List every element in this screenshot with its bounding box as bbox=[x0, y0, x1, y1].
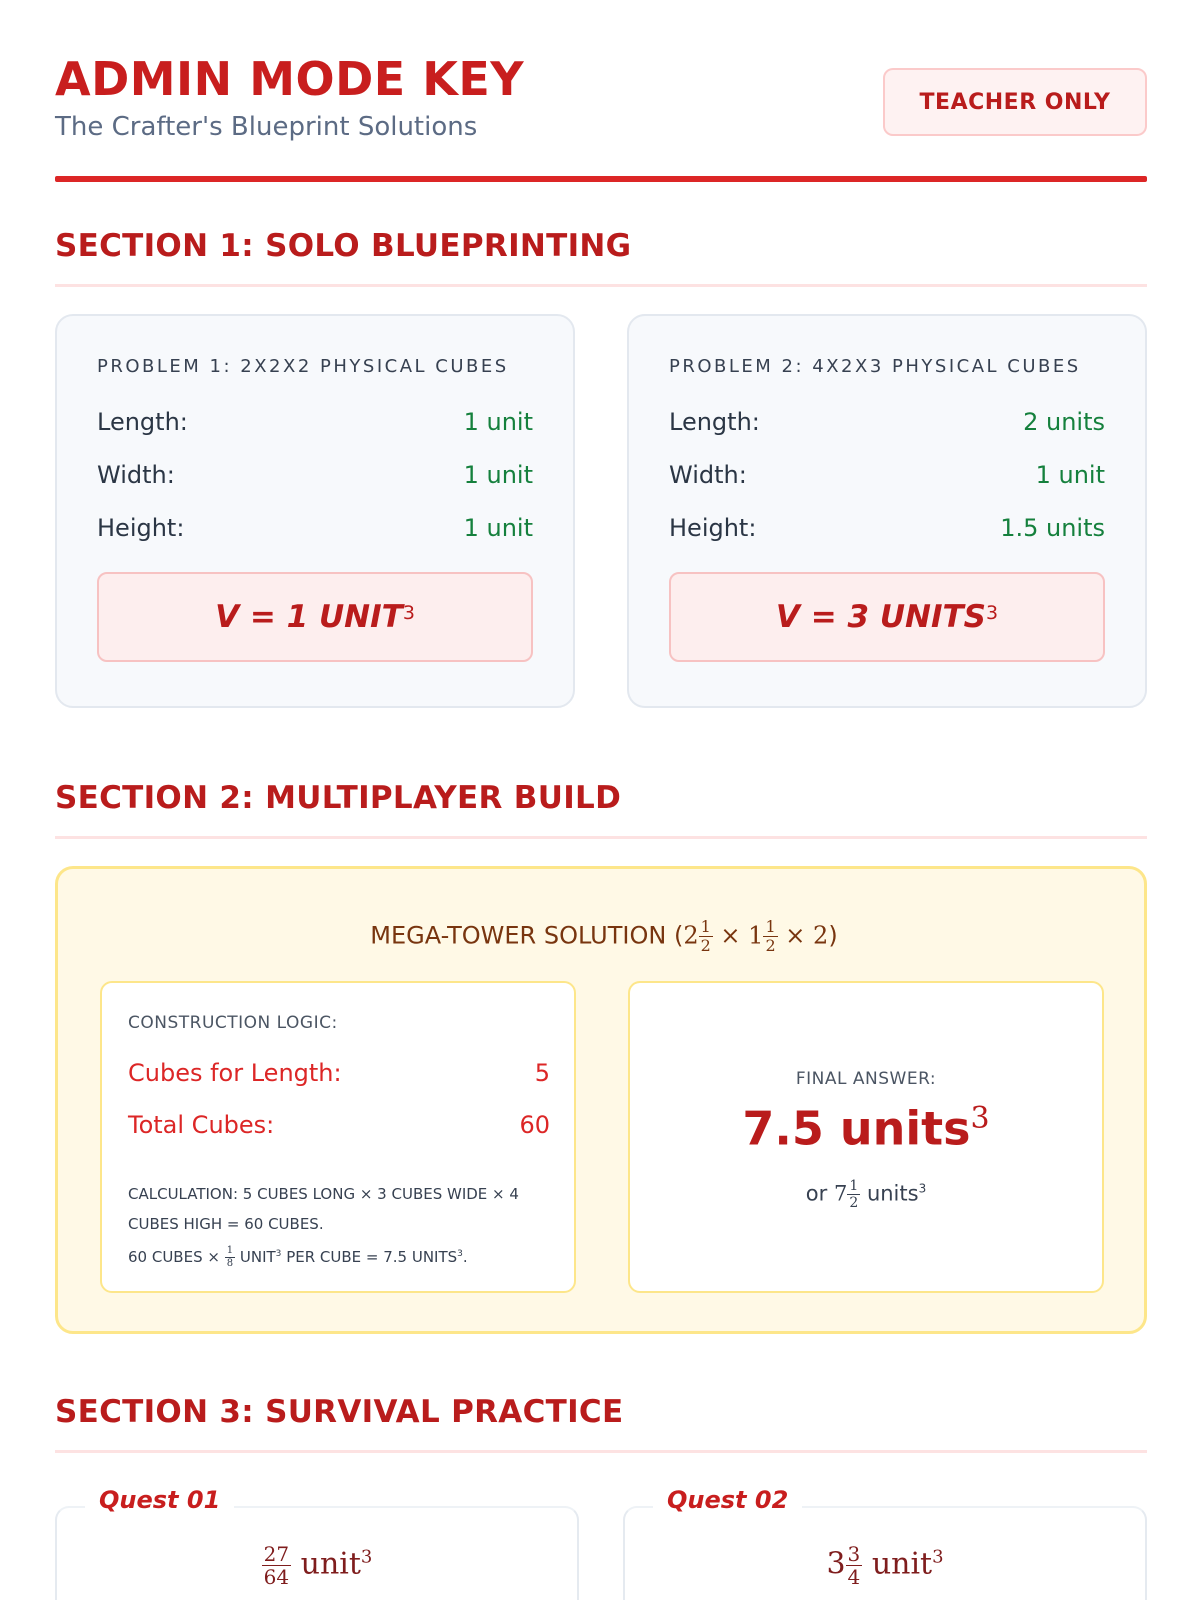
quest-numerator: 27 bbox=[263, 1542, 290, 1566]
dim-b-denominator: 2 bbox=[765, 936, 776, 955]
quest-answer bbox=[625, 1544, 1145, 1587]
final-answer-value bbox=[630, 1101, 1102, 1155]
quest-unit: unit bbox=[300, 1546, 361, 1582]
calc-unit-exponent: 3 bbox=[275, 1249, 282, 1259]
volume-text: V = 1 UNIT bbox=[215, 599, 403, 635]
volume-answer bbox=[669, 572, 1105, 662]
height-value: 1 unit bbox=[463, 514, 533, 542]
volume-exponent: 3 bbox=[985, 602, 999, 624]
length-label: Length: bbox=[97, 408, 188, 436]
width-value: 1 unit bbox=[463, 461, 533, 489]
height-row bbox=[97, 514, 533, 550]
volume-answer bbox=[97, 572, 533, 662]
calc-unit: UNIT bbox=[239, 1248, 276, 1266]
teacher-only-badge: TEACHER ONLY bbox=[883, 68, 1147, 136]
alt-fraction bbox=[847, 1179, 860, 1210]
section-2-divider bbox=[55, 836, 1147, 839]
quest-fraction bbox=[846, 1544, 863, 1587]
quest-01-card bbox=[55, 1486, 579, 1600]
problem-2-card bbox=[627, 314, 1147, 708]
alt-unit: units bbox=[866, 1181, 919, 1206]
quest-label: Quest 01 bbox=[85, 1486, 234, 1514]
dim-b-whole: 1 bbox=[748, 921, 764, 950]
alt-exponent: 3 bbox=[918, 1181, 927, 1196]
calculation-text bbox=[128, 1179, 558, 1272]
height-value: 1.5 units bbox=[1000, 514, 1105, 542]
width-label: Width: bbox=[669, 461, 747, 489]
volume-exponent: 3 bbox=[402, 602, 415, 624]
calc-denominator: 8 bbox=[226, 1258, 234, 1269]
quest-02-card bbox=[623, 1486, 1147, 1600]
times-sign: × bbox=[785, 921, 806, 950]
height-row bbox=[669, 514, 1105, 550]
problem-1-card bbox=[55, 314, 575, 708]
section-2-heading-block bbox=[55, 780, 1147, 816]
section-1-heading-block bbox=[55, 228, 1147, 264]
length-value: 1 unit bbox=[463, 408, 533, 436]
section-1-heading: SECTION 1: SOLO BLUEPRINTING bbox=[55, 228, 632, 264]
quest-answer bbox=[57, 1544, 577, 1587]
alt-numerator: 1 bbox=[849, 1178, 859, 1194]
width-value: 1 unit bbox=[1035, 461, 1105, 489]
calc-numerator: 1 bbox=[226, 1245, 234, 1256]
section-2-heading: SECTION 2: MULTIPLAYER BUILD bbox=[55, 780, 622, 816]
calc-part-a: 60 CUBES × bbox=[128, 1248, 220, 1266]
mega-title-prefix: MEGA-TOWER SOLUTION ( bbox=[370, 921, 684, 950]
final-answer-alternate bbox=[630, 1179, 1102, 1210]
final-answer-title: FINAL ANSWER: bbox=[795, 1069, 937, 1089]
calc-part-b: PER CUBE = 7.5 UNITS bbox=[286, 1248, 458, 1266]
total-cubes-label: Total Cubes: bbox=[128, 1111, 275, 1139]
length-row bbox=[669, 408, 1105, 444]
quest-label: Quest 02 bbox=[653, 1486, 802, 1514]
total-cubes-value: 60 bbox=[519, 1111, 550, 1139]
width-row bbox=[97, 461, 533, 497]
quest-exponent: 3 bbox=[360, 1546, 373, 1568]
height-label: Height: bbox=[669, 514, 757, 542]
section-3-divider bbox=[55, 1450, 1147, 1453]
problem-title: PROBLEM 2: 4X2X3 PHYSICAL CUBES bbox=[669, 356, 1081, 377]
quest-denominator: 64 bbox=[263, 1565, 290, 1589]
construction-logic-box bbox=[100, 981, 576, 1293]
cubes-for-length-label: Cubes for Length: bbox=[128, 1059, 342, 1087]
dim-a-fraction bbox=[699, 919, 713, 954]
length-label: Length: bbox=[669, 408, 760, 436]
quest-numerator: 3 bbox=[847, 1542, 861, 1566]
answer-key-page bbox=[55, 0, 1147, 1600]
final-value-exponent: 3 bbox=[970, 1101, 990, 1136]
calc-fraction bbox=[225, 1246, 235, 1269]
header-divider bbox=[55, 176, 1147, 182]
width-row bbox=[669, 461, 1105, 497]
construction-logic-title: CONSTRUCTION LOGIC: bbox=[128, 1013, 338, 1033]
mega-title-suffix: ) bbox=[828, 921, 838, 950]
times-sign: × bbox=[720, 921, 741, 950]
quest-fraction bbox=[262, 1544, 291, 1587]
alt-denominator: 2 bbox=[849, 1195, 859, 1211]
mega-tower-title bbox=[58, 919, 1150, 954]
alt-or: or bbox=[805, 1181, 828, 1206]
dim-c: 2 bbox=[813, 921, 829, 950]
section-3-heading: SECTION 3: SURVIVAL PRACTICE bbox=[55, 1394, 624, 1430]
calc-period: . bbox=[462, 1248, 468, 1266]
height-label: Height: bbox=[97, 514, 185, 542]
width-label: Width: bbox=[97, 461, 175, 489]
dim-a-numerator: 1 bbox=[700, 917, 711, 936]
dim-b-fraction bbox=[763, 919, 777, 954]
dim-a-denominator: 2 bbox=[700, 936, 711, 955]
page-title: ADMIN MODE KEY bbox=[55, 52, 525, 106]
calculation-line-1: CALCULATION: 5 CUBES LONG × 3 CUBES WIDE × 4 CUBES HIGH = 60 CUBES. bbox=[128, 1185, 519, 1233]
quest-exponent: 3 bbox=[932, 1546, 944, 1568]
volume-text: V = 3 UNITS bbox=[775, 599, 986, 635]
calculation-line-2 bbox=[128, 1239, 558, 1272]
cubes-for-length-value: 5 bbox=[534, 1059, 550, 1087]
problem-title: PROBLEM 1: 2X2X2 PHYSICAL CUBES bbox=[97, 356, 509, 377]
mega-tower-panel bbox=[55, 866, 1147, 1334]
quest-whole: 3 bbox=[826, 1546, 846, 1582]
section-1-divider bbox=[55, 284, 1147, 287]
quest-denominator: 4 bbox=[847, 1565, 861, 1589]
calc-result-exponent: 3 bbox=[457, 1249, 463, 1259]
dim-b-numerator: 1 bbox=[765, 917, 776, 936]
page-subtitle: The Crafter's Blueprint Solutions bbox=[55, 112, 478, 142]
length-row bbox=[97, 408, 533, 444]
section-3-heading-block bbox=[55, 1394, 1147, 1430]
dim-a-whole: 2 bbox=[683, 921, 699, 950]
header bbox=[55, 50, 1147, 184]
length-value: 2 units bbox=[1023, 408, 1105, 436]
final-value-text: 7.5 units bbox=[742, 1101, 971, 1156]
quest-unit: unit bbox=[871, 1546, 933, 1582]
final-answer-box bbox=[628, 981, 1104, 1293]
alt-whole: 7 bbox=[833, 1181, 848, 1206]
